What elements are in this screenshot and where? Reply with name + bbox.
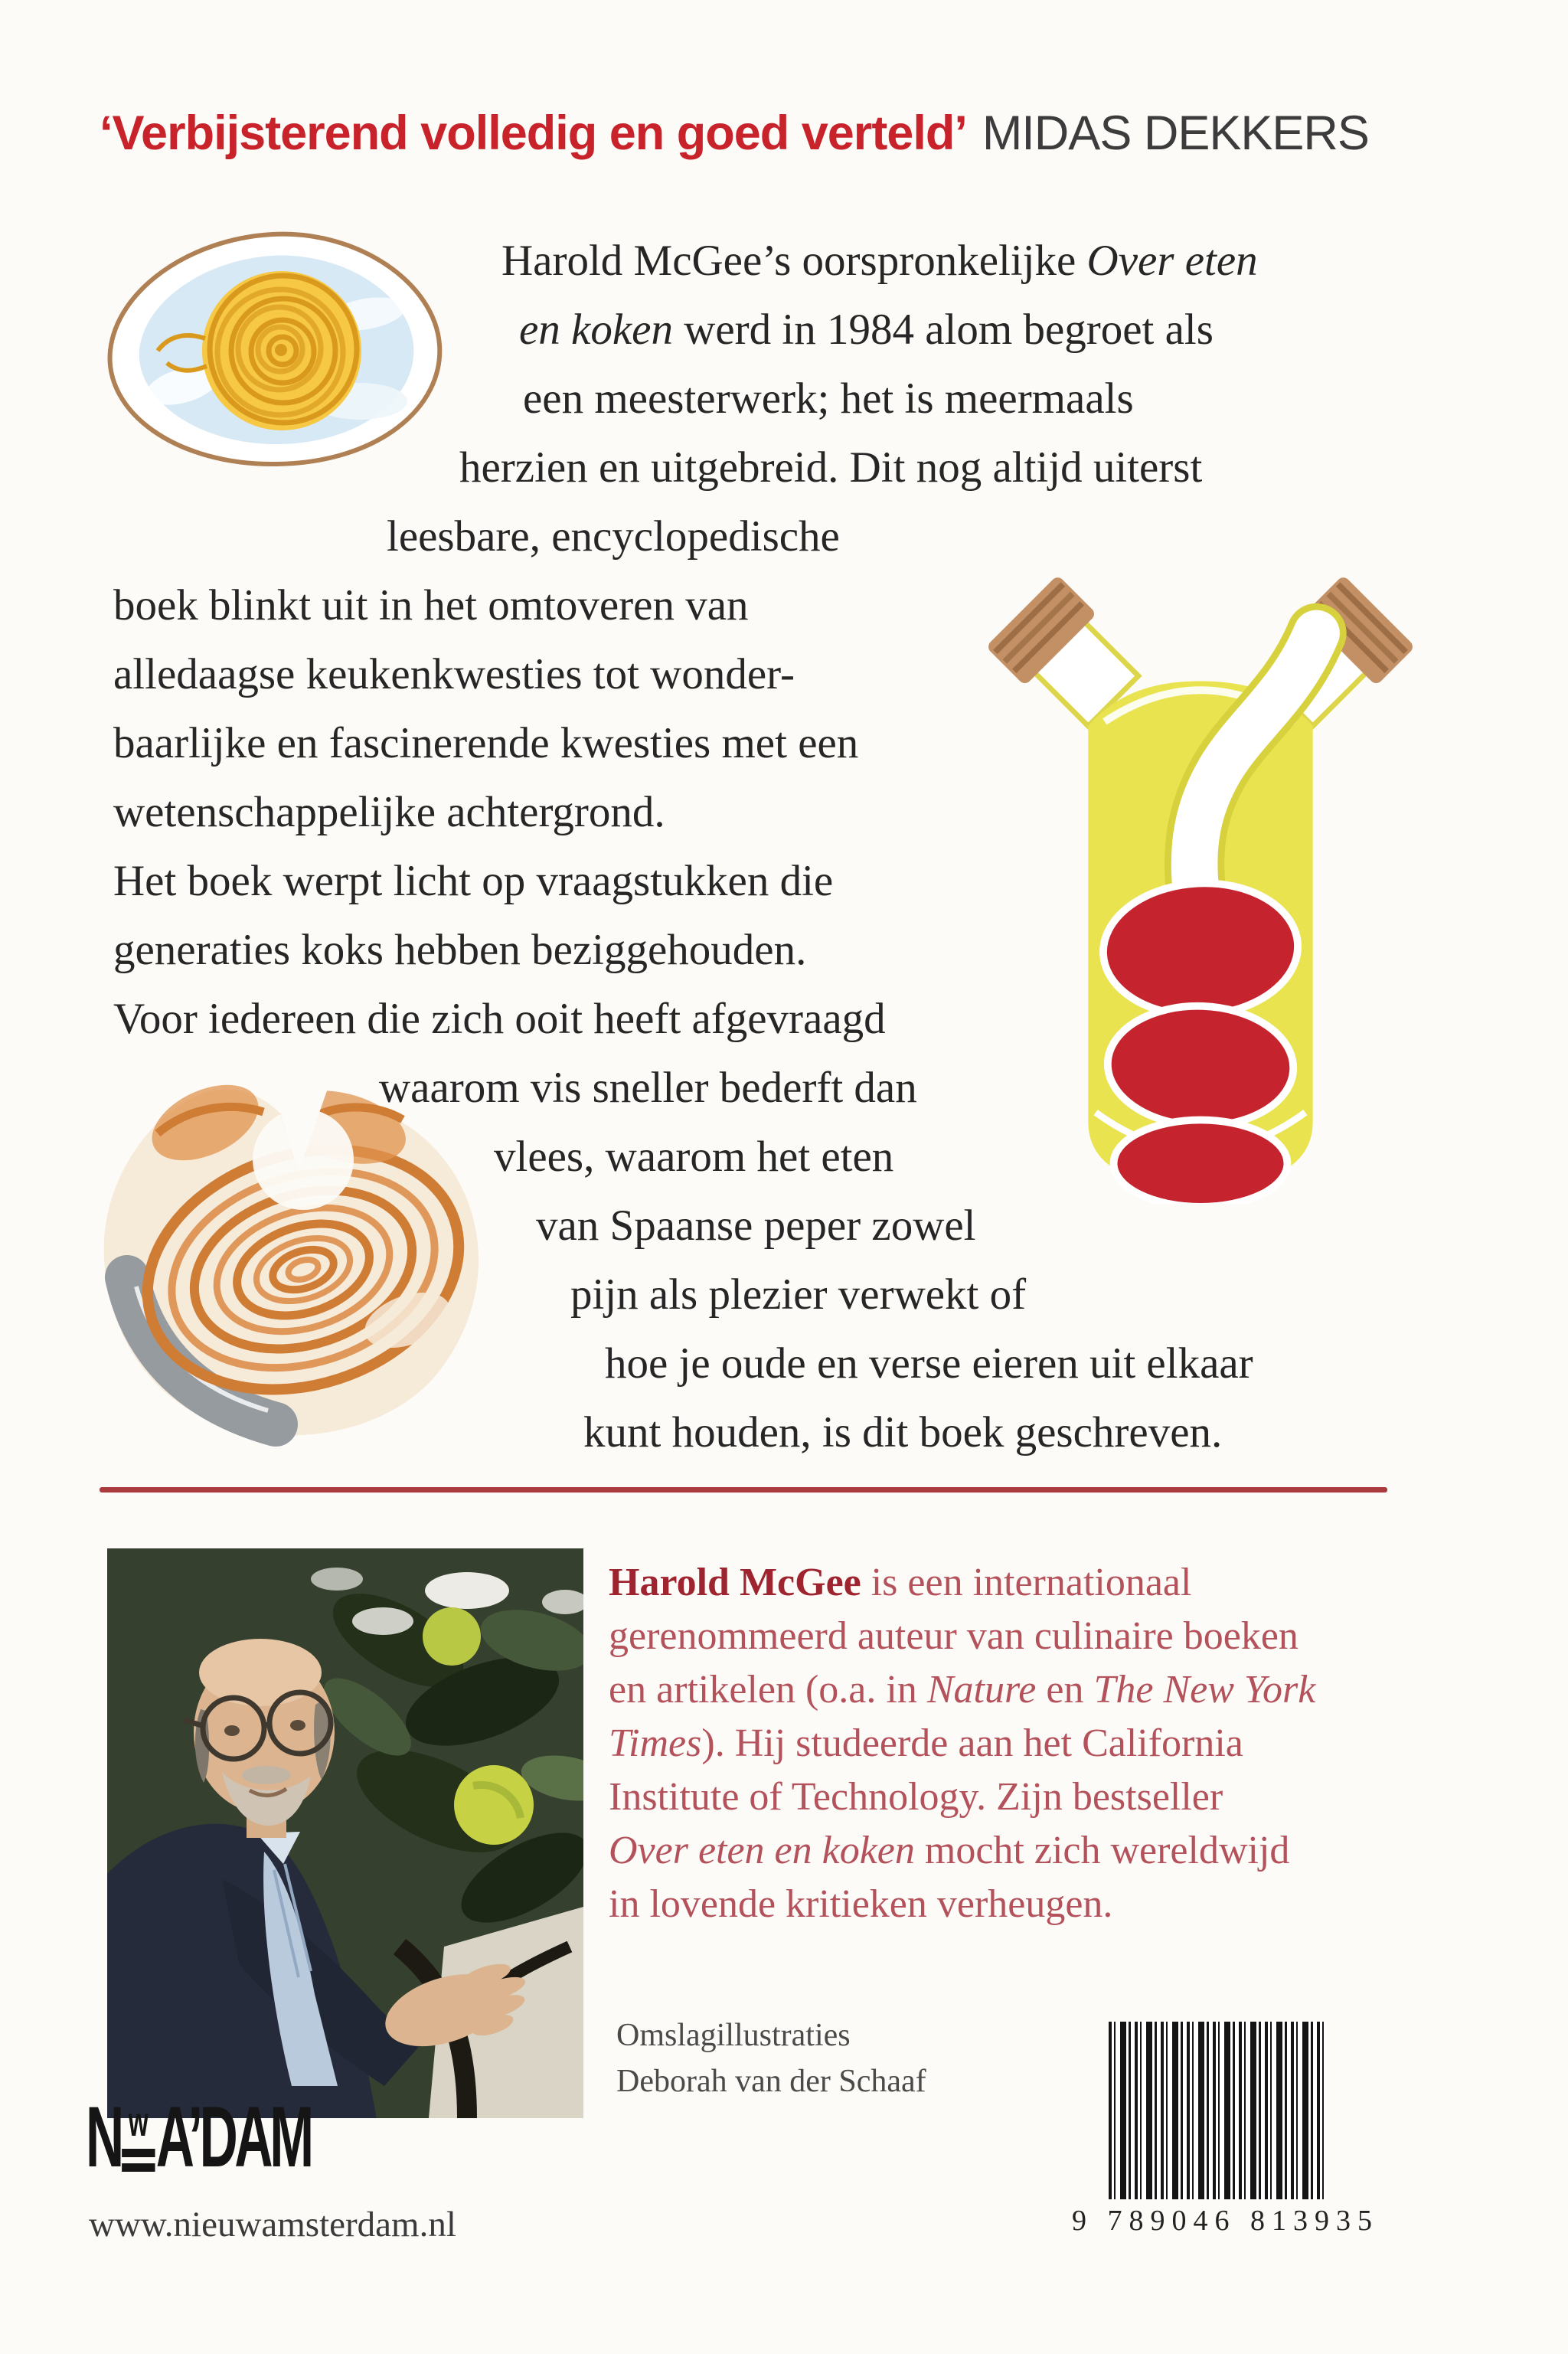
blurb-line: Voor iedereen die zich ooit heeft afgevraagd [113, 995, 886, 1043]
book-title-italic: en koken [519, 306, 673, 354]
bio-line: gerenommeerd auteur van culinaire boeken [609, 1614, 1298, 1658]
divider-line [100, 1487, 1387, 1493]
logo-bar [122, 2149, 155, 2157]
blurb-line: vlees, waarom het eten [494, 1133, 894, 1181]
publisher-logo [86, 2089, 311, 2185]
bio-line: in lovende kritieken verheugen. [609, 1882, 1113, 1926]
lemon-icon [423, 1607, 481, 1666]
publisher-website: www.nieuwamsterdam.nl [89, 2205, 456, 2244]
bio-line: Institute of Technology. Zijn bestseller [609, 1775, 1223, 1819]
publication-italic: The New York [1093, 1668, 1316, 1712]
bio-line: Times). Hij studeerde aan het California [609, 1721, 1243, 1765]
book-title-italic: Over eten en koken [609, 1829, 915, 1872]
illustration-credits [616, 2012, 926, 2104]
author-name: Harold McGee [609, 1561, 861, 1604]
logo-adam: A’DAM [155, 2089, 311, 2185]
bio-line [609, 1556, 1489, 1610]
blurb-line: een meesterwerk; het is meermaals [523, 374, 1134, 423]
barcode-number: 9 789046 813935 [1072, 2205, 1379, 2237]
publication-italic: Times [609, 1721, 702, 1765]
blurb-line: baarlijke en fascinerende kwesties met een [113, 719, 859, 767]
blurb-line [0, 296, 1568, 365]
credits-line: Deborah van der Schaaf [616, 2064, 926, 2099]
blurb-line: generaties koks hebben beziggehouden. [113, 926, 807, 974]
blurb-text: Harold McGee’s oorspronkelijke [501, 237, 1087, 285]
author-bio [609, 1556, 1489, 1931]
blurb-line: herzien en uitgebreid. Dit nog altijd uiterst [459, 443, 1203, 492]
bio-text: is een internationaal [861, 1561, 1192, 1604]
logo-letter-n: N [86, 2089, 121, 2185]
barcode-bars [1109, 2022, 1326, 2199]
blurb-text: werd in 1984 alom begroet als [672, 306, 1214, 354]
blurb-line: waarom vis sneller bederft dan [379, 1064, 917, 1112]
blurb [0, 227, 1568, 1467]
lemon-icon [454, 1765, 534, 1845]
logo-w-mark: w [122, 2100, 155, 2172]
blurb-line: pijn als plezier verwekt of [570, 1270, 1027, 1319]
blurb-line [0, 227, 1568, 296]
blurb-line: kunt houden, is dit boek geschreven. [583, 1408, 1223, 1457]
blurb-line: boek blinkt uit in het omtoveren van [113, 581, 749, 629]
review-quote-text: ‘Verbijsterend volledig en goed verteld’ [100, 106, 967, 160]
barcode [1072, 2022, 1378, 2238]
credits-line: Omslagillustraties [616, 2018, 851, 2053]
blurb-line: van Spaanse peper zowel [536, 1202, 976, 1250]
blurb-line: wetenschappelijke achtergrond. [113, 788, 665, 836]
blurb-line: leesbare, encyclopedische [387, 512, 840, 561]
author-photo [107, 1548, 583, 2118]
blurb-line: Het boek werpt licht op vraagstukken die [113, 857, 834, 905]
bio-line: Over eten en koken mocht zich wereldwijd [609, 1829, 1290, 1872]
publication-italic: Nature [926, 1668, 1037, 1712]
book-title-italic: Over eten [1086, 237, 1258, 285]
blurb-line: hoe je oude en verse eieren uit elkaar [605, 1339, 1253, 1388]
review-quote [100, 106, 1369, 161]
bio-line: en artikelen (o.a. in Nature en The New York [609, 1668, 1316, 1712]
logo-bar [122, 2163, 155, 2172]
blurb-line: alledaagse keukenkwesties tot wonder- [113, 650, 795, 698]
review-quote-attribution: MIDAS DEKKERS [982, 106, 1369, 160]
